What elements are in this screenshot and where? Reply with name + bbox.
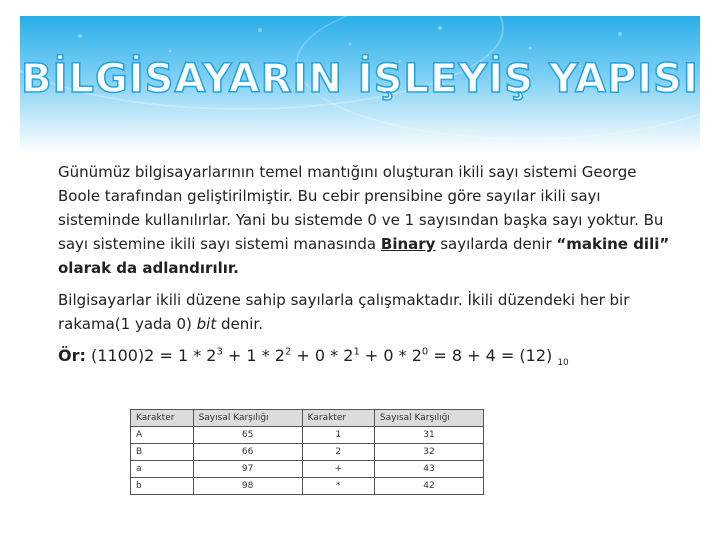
example-label: Ör: [58, 346, 86, 365]
paragraph-binary-system [58, 160, 678, 280]
table-cell: 42 [374, 478, 483, 495]
paragraph-bit [58, 288, 678, 336]
exponent: 0 [421, 346, 429, 358]
paragraph2-end: denir. [216, 315, 263, 333]
slide-content [58, 160, 678, 368]
bit-term: bit [196, 315, 217, 333]
column-header: Karakter [302, 410, 374, 427]
formula-part: = 8 + 4 = (12) [428, 346, 558, 365]
binary-term: Binary [380, 235, 436, 253]
formula-part: + 0 * 2 [291, 346, 354, 365]
conversion-formula [58, 344, 678, 368]
ascii-table [130, 409, 484, 495]
table-cell: 1 [302, 427, 374, 444]
paragraph1-middle: sayılarda denir [435, 235, 557, 253]
table-cell: 66 [193, 444, 302, 461]
table-cell: B [131, 444, 194, 461]
table-cell: 31 [374, 427, 483, 444]
column-header: Sayısal Karşılığı [374, 410, 483, 427]
base-subscript: 10 [557, 358, 569, 369]
makine-dili-term: “makine dili” olarak da adlandırılır. [58, 235, 670, 277]
table-cell: + [302, 461, 374, 478]
paragraph1-text: Günümüz bilgisayarlarının temel mantığını oluşturan ikili sayı sistemi George Boole tarafından geliştirilmiştir. Bu cebir prensibine göre sayılar ikili sayı sisteminde kullanılırlar. Yani bu sistemde 0 ve 1 sayısından başka sayı yoktur. Bu sayı sistemine ikili sayı sistemi manasında [58, 163, 664, 253]
page-title: BİLGİSAYARIN İŞLEYİŞ YAPISI [21, 56, 699, 102]
table-header-row [131, 410, 484, 427]
column-header: Karakter [131, 410, 194, 427]
table-cell: 32 [374, 444, 483, 461]
table-cell: b [131, 478, 194, 495]
formula-part: + 0 * 2 [359, 346, 422, 365]
table-cell: A [131, 427, 194, 444]
exponent: 2 [284, 346, 292, 358]
table-row [131, 444, 484, 461]
formula-part: + 1 * 2 [222, 346, 285, 365]
table-cell: 65 [193, 427, 302, 444]
paragraph2-text: Bilgisayarlar ikili düzene sahip sayılarla çalışmaktadır. İkili düzendeki her bir rakama(1 yada 0) [58, 291, 630, 333]
exponent: 1 [353, 346, 360, 358]
formula-part: (1100)2 = 1 * 2 [85, 346, 217, 365]
table-cell: 98 [193, 478, 302, 495]
exponent: 3 [216, 346, 223, 358]
table-row [131, 427, 484, 444]
table-cell: 43 [374, 461, 483, 478]
table-row [131, 461, 484, 478]
table-row [131, 478, 484, 495]
table-cell: 2 [302, 444, 374, 461]
table-cell: a [131, 461, 194, 478]
table-cell: * [302, 478, 374, 495]
table-cell: 97 [193, 461, 302, 478]
column-header: Sayısal Karşılığı [193, 410, 302, 427]
